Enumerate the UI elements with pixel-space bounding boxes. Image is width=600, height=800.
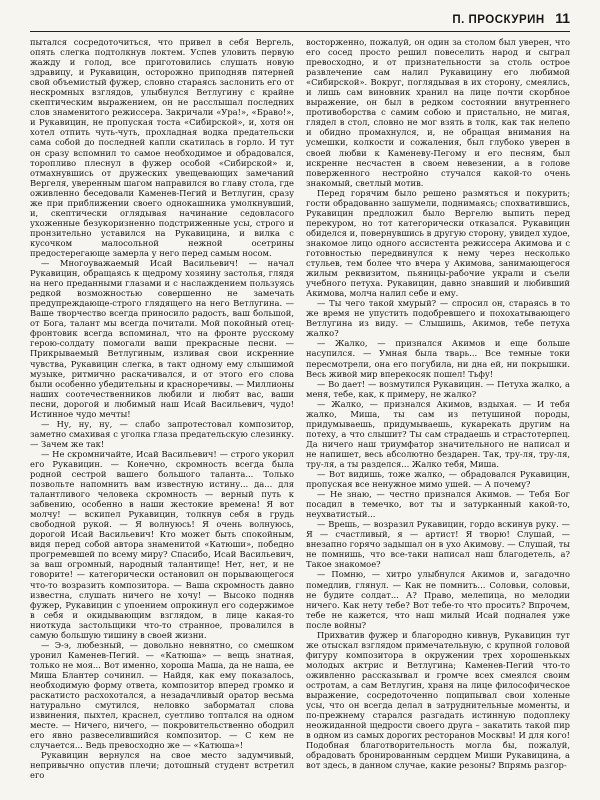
- paragraph: — Жалко, — признался Акимов и еще больше насупился. — Умная была тварь... Все темные токи пересмотрели, она его погубила, ни дна ей, ни покрышки. Весь живой мир вперекосяк пошел! Тьфу!: [306, 338, 570, 379]
- paragraph: — Жалко, — признался Акимов, вздыхая. — И тебя жалко, Миша, ты сам из петушиной породы, придумываешь, придумываешь, кукарекать другим на потеху, а что слышит? Ты сам страдаешь и страстотерпец. Да ничего наш триумфатор значительного не написал и не напишет, весь абсолютно бездарен. Так, тру-ля, тру-ля, тру-ля, а ты разделся... Жалко тебя, Миша.: [306, 398, 570, 469]
- text-column-right: [306, 37, 570, 795]
- header-rule: [30, 31, 570, 32]
- page-header: [30, 10, 570, 32]
- paragraph: Перед горячим было решено размяться и покурить; гости обрадованно зашумели, поднимаясь; спохватившись, Рукавицин предложил было Вергелю выпить перед перекуром, но тот категорически отказался. Рукавицин обиделся и, повернувшись в другую сторону, увидел худое, знакомое лицо одного ассистента режиссера Акимова и с готовностью передвинулся к нему через несколько стульев, тем более что вчера у Акимова, занимающегося жилым реквизитом, пьяницы-рабочие украли и съели учебного петуха. Рукавицин, давно знавший и любивший Акимова, молча налил себе и ему.: [306, 187, 570, 299]
- paragraph: восторженно, пожалуй, он один за столом был уверен, что его сосед просто решил повеселить народ и сыграл превосходно, и от признательности за столь острое развлечение сам налил Рукавицину его любимой «Сибирской». Вокруг, поглядывая в их сторону, смеялись, и лишь сам виновник хранил на лице почти скорбное выражение, он был в редком состоянии внутреннего противоборства с самим собою и пристально, не мигая, глядел в стол, словно не мог взять в толк, как так нелепо и обидно промахнулся, и, не обращая внимания на усмешки, колкости и сожаления, был глубоко уверен в своей любви к Каменеву-Пегому и его песням, был искренне несчастен в своем невезении, а в голове поверженного нестройно стучался какой-то очень знакомый, светлый мотив.: [306, 37, 570, 188]
- paragraph: пытался сосредоточиться, что привел в себя Вергель, опять слегка подтолкнув локтем. Успев уловить первую жажду и голод, все приготовились слушать новую здравицу, и Рукавицин, осторожно приподняв пятерней свой объемистый фужер, словно стараясь заслонить его от нескромных взглядов, улыбнулся Ветлугину с крайне скептическим выражением, он не расслышал последних слов знаменитого режиссера. Закричали «Ура!», «Браво!», и Рукавицин, не пропуская тоста «Сибирской», и, хотя он хотел отпить чуть-чуть, прохладная водка предательски сама собой до последней капли скатилась в горло. И тут он сразу вспомнил то самое необходимое и обрадовался, торопливо плеснул в фужер особой «Сибирской» и, отмахнувшись от дружеских увещевающих замечаний Вергеля, уверенным шагом направился во главу стола, где оживленно беседовали Каменев-Пегий и Ветлугин, сразу же при приближении своего однокашника умолкнувший, и, скептически оглядывая начинание седовласого ухоженные безукоризненно подстриженные усы, строго и пронзительно уставился на Рукавицина, и вилка с кусочком малосольной нежной осетрины предостерегающе замерла у него перед самым носом.: [30, 37, 294, 258]
- page-number: 11: [555, 10, 570, 26]
- paragraph: Рукавицин вернулся на свое место задумчивый, непривычно опустив плечи; дотошный студент встретил его: [30, 750, 294, 781]
- paragraph: — Э-э, любезный, — довольно невнятно, со смешком уронил Каменев-Пегий. — «Катюша» — вещь знатная, только не моя... Вот именно, хороша Маша, да не наша, ее Миша Блантер сочинил. — Найдя, как ему показалось, необходимую форму ответа, композитор вперед громко и раскатисто расхохотался, а незадачливый оратор весьма натурально смутился, неловко заборматал слова извинения, пыхтел, краснел, суетливо топтался на одном месте. — Ничего, ничего, — покровительственно ободрил его явно развеселившийся композитор. — С кем не случается... Ведь превосходно же — «Катюша»!: [30, 639, 294, 751]
- paragraph: — Не знаю, — честно признался Акимов. — Тебя Бог посадил в темечко, вот ты и затурканный какой-то, неухватистый...: [306, 489, 570, 520]
- paragraph: — Помню, — хитро улыбнулся Акимов и, загадочно помедлив, глянул. — Как не помнить... Соловьи, соловьи, не будите солдат... А? Право, мелепица, но мелодии ничего. Как нету тебе? Вот тебе-то что просить? Впрочем, тебе не кажется, что наш милый Исай подналея уже после войны?: [306, 569, 570, 630]
- paragraph: — Ну, ну, ну, — слабо запротестовал композитор, заметно смахивая с уголка глаза предательскую слезинку. — Зачем же так!: [30, 418, 294, 449]
- paragraph: — Ты чего такой хмурый? — спросил он, стараясь в то же время не упустить подобревшего и похохатывающего Ветлугина из виду. — Слышишь, Акимов, тебе петуха жалко?: [306, 298, 570, 339]
- paragraph: — Вот видишь, тоже жалко, — обрадовался Рукавицин, пропуская все ненужное мимо ушей. — А почему?: [306, 469, 570, 490]
- paragraph: — Во дает! — возмутился Рукавицин. — Петуха жалко, а меня, тебе, как, к примеру, не жалко?: [306, 378, 570, 399]
- paragraph: — Врешь, — возразил Рукавицин, гордо вскинув руку. — Я — счастливый, я — артист! Я творю! Слушай, — внезапно горячо задышал он в ухо Акимову. — Слушай, ты не помнишь, что все-таки написал наш благодетель, а? Такое знакомое?: [306, 519, 570, 570]
- running-head-author: П. ПРОСКУРИН: [452, 14, 545, 26]
- paragraph: — Многоуважаемый Исай Васильевич! — начал Рукавицин, обращаясь к щедрому хозяину застолья, глядя на него преданными глазами и с наслаждением пользуясь редкой возможностью совершенно не замечать предупреждающе-строго глядящего на него Ветлугина. — Ваше творчество всегда приносило радость, ваш большой, от Бога, талант мы всегда почитали. Мой покойный отец-фронтовик всегда вспоминал, что на фронте русскому герою-солдату помогали ваши прекрасные песни. — Прикрываемый Ветлугиным, изливая свои искренние чувства, Рукавицин слегка, в такт одному ему слышимой музыке, ритмично раскачивался, и от этого его слова были особенно убедительны и красноречивы. — Миллионы наших соотечественников любили и любят вас, ваши песни, дорогой и любимый наш Исай Васильевич, чудо! Истинное чудо мечты!: [30, 258, 294, 419]
- paragraph: — Не скромничайте, Исай Васильевич! — строго укорил его Рукавицин. — Конечно, скромность всегда была родной сестрой вашего большого таланта... Только позвольте напомнить вам известную истину... да... для талантливого человека скромность — верный путь к забвению, особенно в наши жестокие времена! Я вот молчу! — вскипел Рукавицин, толкнув себя в грудь свободной рукой. — Я волнуюсь! Я очень волнуюсь, дорогой Исай Васильевич! Кто может быть спокойным, видя перед собой автора знаменитой «Катюши», победно прогремевшей по всему миру? Спасибо, Исай Васильевич, за ваш огромный, народный талантище! Нет, нет, и не говорите! — категорически остановил он порывающегося что-то возразить композитора. — Ваша скромность давно известна, слушать ничего не хочу! — Высоко подняв фужер, Рукавицин с упоением опрокинул его содержимое в себя и окидывающим взглядом, в лице какая-то ниоткуда застольщики что-то странное, провалился в самую большую тишину в своей жизни.: [30, 448, 294, 640]
- paragraph: Прихватив фужер и благородно кивнув, Рукавицин тут же отыскал взглядом примечательную, с крупной головой фигуру композитора в окружении трех хорошенькых молодых актрис и Ветлугина; Каменев-Пегий что-то оживленно рассказывал и громче всех смеялся своим остротам, а сам Ветлугин, храня на лице философическое выражение, сосредоточенно пощипывал свои холеные усы, что он всегда делал в затруднительные моменты, и по-прежнему старался разгадать истинную подоплеку неожиданной щедрости своего друга – закатить такой пир в одном из самых дорогих ресторанов Москвы! И для кого! Подобная благотворительность могла бы, пожалуй, обрадовать бронированным сердцем Миши Рукавицина, а вот здесь, в данном случае, какие резоны? Впрямь разгор-: [306, 629, 570, 771]
- text-column-left: [30, 37, 294, 795]
